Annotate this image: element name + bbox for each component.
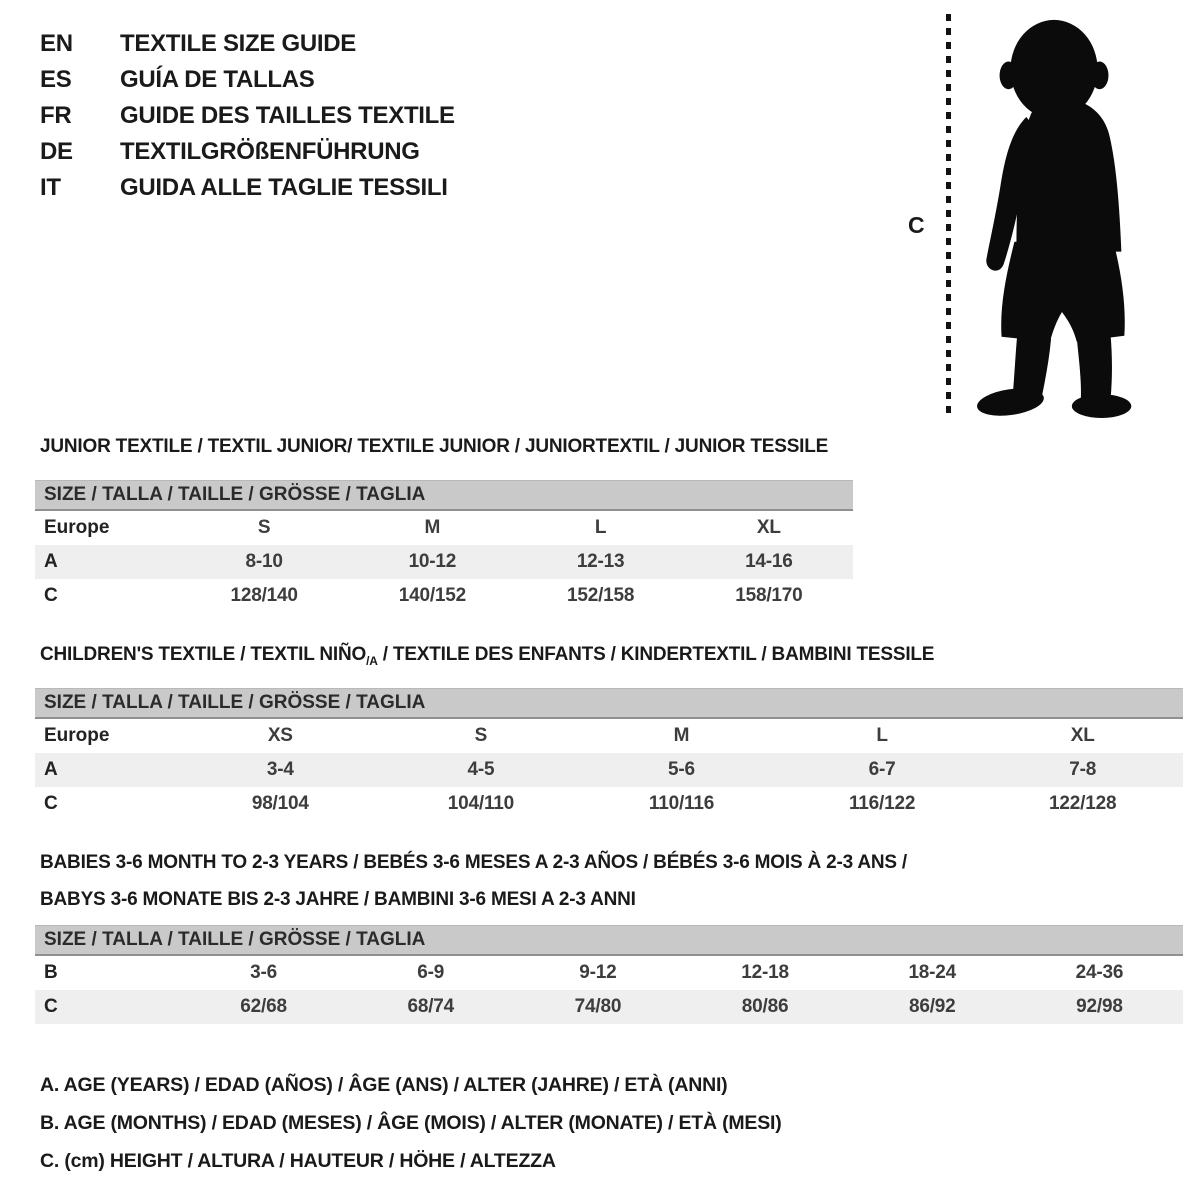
- cell: 92/98: [1076, 996, 1123, 1017]
- children-size-header: SIZE / TALLA / TAILLE / GRÖSSE / TAGLIA: [35, 688, 1183, 719]
- language-label: GUÍA DE TALLAS: [120, 66, 315, 93]
- language-label: TEXTILE SIZE GUIDE: [120, 30, 356, 57]
- cell: 9-12: [579, 962, 617, 983]
- babies-section-title: [40, 844, 907, 918]
- language-label: GUIDE DES TAILLES TEXTILE: [120, 102, 455, 129]
- cell: 18-24: [908, 962, 957, 983]
- legend-line-b: B. AGE (MONTHS) / EDAD (MESES) / ÂGE (MOIS) / ALTER (MONATE) / ETÀ (MESI): [40, 1112, 782, 1134]
- language-code: ES: [40, 66, 72, 93]
- cell: 128/140: [230, 585, 298, 606]
- language-code: EN: [40, 30, 73, 57]
- cell: XL: [756, 517, 781, 538]
- language-row-en: [40, 26, 455, 62]
- row-label: A: [44, 551, 58, 572]
- cell: 116/122: [848, 793, 916, 814]
- cell: 68/74: [407, 996, 455, 1017]
- row-label: C: [44, 585, 58, 606]
- row-label: B: [44, 962, 58, 983]
- cell: 62/68: [240, 996, 287, 1017]
- cell: M: [424, 517, 441, 538]
- language-label: GUIDA ALLE TAGLIE TESSILI: [120, 174, 448, 201]
- legend-line-a: A. AGE (YEARS) / EDAD (AÑOS) / ÂGE (ANS) / ALTER (JAHRE) / ETÀ (ANNI): [40, 1074, 728, 1096]
- cell: 74/80: [574, 996, 622, 1017]
- cell: S: [474, 725, 488, 746]
- cell: 140/152: [398, 585, 467, 606]
- row-label: Europe: [44, 517, 110, 538]
- cell: 6-9: [417, 962, 445, 983]
- cell: 12-18: [741, 962, 789, 983]
- babies-title-line2: BABYS 3-6 MONATE BIS 2-3 JAHRE / BAMBINI 3-6 MESI A 2-3 ANNI: [40, 889, 636, 910]
- children-size-table: [35, 688, 1183, 821]
- babies-row-height: [35, 990, 1183, 1024]
- junior-row-height: [35, 579, 853, 613]
- row-label: C: [44, 793, 58, 814]
- cell: XL: [1070, 725, 1095, 746]
- language-title-list: [40, 26, 455, 206]
- cell: 10-12: [408, 551, 457, 572]
- cell: 80/86: [741, 996, 789, 1017]
- cell: 3-6: [250, 962, 278, 983]
- cell: XS: [267, 725, 293, 746]
- cell: 3-4: [266, 759, 294, 780]
- children-section-title: [40, 644, 934, 668]
- children-row-age: [35, 753, 1183, 787]
- cell: 8-10: [245, 551, 283, 572]
- children-title-post: / TEXTILE DES ENFANTS / KINDERTEXTIL / BAMBINI TESSILE: [377, 644, 935, 665]
- language-row-es: [40, 62, 455, 98]
- language-code: FR: [40, 102, 72, 129]
- cell: 104/110: [447, 793, 514, 814]
- cell: 24-36: [1075, 962, 1124, 983]
- children-row-height: [35, 787, 1183, 821]
- cell: 158/170: [735, 585, 803, 606]
- language-code: DE: [40, 138, 73, 165]
- cell: 4-5: [467, 759, 495, 780]
- cell: S: [257, 517, 271, 538]
- cell: 5-6: [668, 759, 695, 780]
- junior-row-age: [35, 545, 853, 579]
- cell: 98/104: [251, 793, 309, 814]
- children-title-sub: /A: [366, 653, 378, 668]
- row-label: A: [44, 759, 58, 780]
- cell: L: [876, 725, 888, 746]
- babies-title-line1: BABIES 3-6 MONTH TO 2-3 YEARS / BEBÉS 3-6 MESES A 2-3 AÑOS / BÉBÉS 3-6 MOIS À 2-3 ANS /: [40, 852, 908, 873]
- measurement-legend: [40, 1066, 782, 1180]
- language-row-de: [40, 134, 455, 170]
- cell: 110/116: [648, 793, 715, 814]
- cell: M: [673, 725, 690, 746]
- junior-size-header: SIZE / TALLA / TAILLE / GRÖSSE / TAGLIA: [35, 480, 853, 511]
- cell: 122/128: [1049, 793, 1117, 814]
- cell: 152/158: [566, 585, 635, 606]
- babies-size-table: [35, 925, 1183, 1024]
- children-title-pre: CHILDREN'S TEXTILE / TEXTIL NIÑO: [40, 644, 367, 665]
- legend-line-c: C. (cm) HEIGHT / ALTURA / HAUTEUR / HÖHE / ALTEZZA: [40, 1150, 556, 1172]
- babies-size-header: SIZE / TALLA / TAILLE / GRÖSSE / TAGLIA: [35, 925, 1183, 956]
- language-row-fr: [40, 98, 455, 134]
- junior-row-europe: [35, 511, 853, 545]
- junior-size-table: [35, 480, 853, 613]
- language-label: TEXTILGRÖßENFÜHRUNG: [120, 138, 420, 165]
- babies-row-months: [35, 956, 1183, 990]
- junior-section-title: JUNIOR TEXTILE / TEXTIL JUNIOR/ TEXTILE JUNIOR / JUNIORTEXTIL / JUNIOR TESSILE: [40, 436, 829, 457]
- height-measure-dashed-line: [946, 14, 951, 414]
- cell: 7-8: [1069, 759, 1097, 780]
- toddler-silhouette-image: [958, 12, 1156, 418]
- cell: 6-7: [868, 759, 896, 780]
- height-measure-label: C: [908, 212, 925, 238]
- cell: 86/92: [908, 996, 956, 1017]
- language-row-it: [40, 170, 455, 206]
- children-row-europe: [35, 719, 1183, 753]
- row-label: C: [44, 996, 58, 1017]
- language-code: IT: [40, 174, 61, 201]
- cell: 12-13: [576, 551, 625, 572]
- row-label: Europe: [44, 725, 110, 746]
- cell: 14-16: [745, 551, 793, 572]
- cell: L: [594, 517, 607, 538]
